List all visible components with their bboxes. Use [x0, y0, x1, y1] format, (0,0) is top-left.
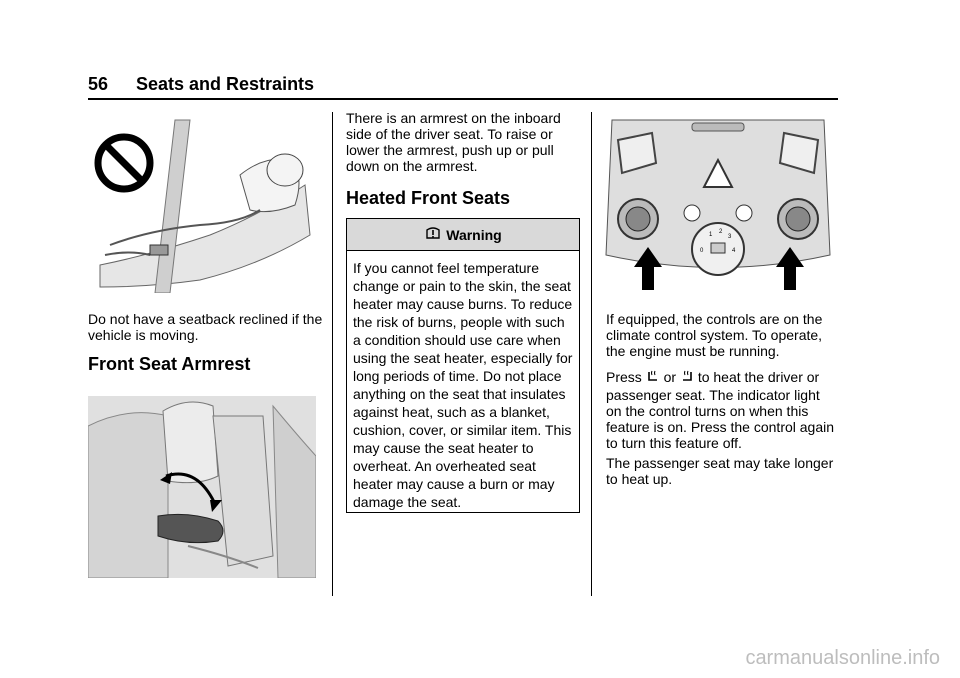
controls-text: If equipped, the controls are on the climate control system. To operate, the engine must be running.: [606, 311, 823, 359]
dial-label-1: 1: [709, 232, 713, 238]
dial-label-2: 2: [719, 229, 723, 235]
or-word: or: [663, 369, 677, 385]
warning-header: [347, 219, 579, 251]
column-divider-right: [591, 112, 592, 596]
warning-body: If you cannot feel temperature change or pain to the skin, the seat heater may cause burns. To reduce the risk of burns, people with such a condition should use care when using the seat heater, especially for long periods of time. Do not place anything on the seat that insulates against heat, such as a blanket, cushion, cover, or similar item. This may cause the seat heater to overheat. An overheated seat heater may cause a burn or may damage the seat.: [353, 260, 573, 510]
dial-label-4: 4: [732, 248, 736, 254]
armrest-heading: Front Seat Armrest: [88, 354, 251, 374]
dial-label-3: 3: [728, 234, 732, 240]
driver-heated-seat-icon: [646, 370, 660, 384]
watermark: carmanualsonline.info: [745, 647, 940, 669]
armrest-illustration: [88, 396, 316, 578]
press-word: Press: [606, 369, 642, 385]
section-title: Seats and Restraints: [136, 74, 315, 94]
header-rule: [88, 98, 838, 100]
page-number: 56: [88, 74, 109, 94]
press-rest-1: to heat the driver or: [697, 369, 820, 385]
climate-control-illustration: [604, 115, 832, 293]
passenger-heated-seat-icon: [680, 370, 694, 384]
reclined-seat-illustration: [90, 115, 315, 293]
press-paragraph: [606, 367, 836, 387]
warning-box: [346, 218, 580, 513]
passenger-text: The passenger seat may take longer to heat up.: [606, 455, 834, 487]
warning-title: Warning: [446, 226, 502, 243]
press-rest-2: passenger seat. The indicator light on the control turns on when this feature is on. Press the control again to turn this feature off.: [606, 387, 835, 451]
heated-seats-heading: Heated Front Seats: [346, 188, 511, 208]
warning-icon: [424, 226, 442, 244]
column-divider-left: [332, 112, 333, 596]
page-header: [88, 70, 838, 100]
reclined-caption: Do not have a seatback reclined if the vehicle is moving.: [88, 311, 323, 343]
armrest-text: There is an armrest on the inboard side of the driver seat. To raise or lower the armrest, push up or pull down on the armrest.: [346, 110, 561, 174]
dial-label-0: 0: [700, 248, 704, 254]
